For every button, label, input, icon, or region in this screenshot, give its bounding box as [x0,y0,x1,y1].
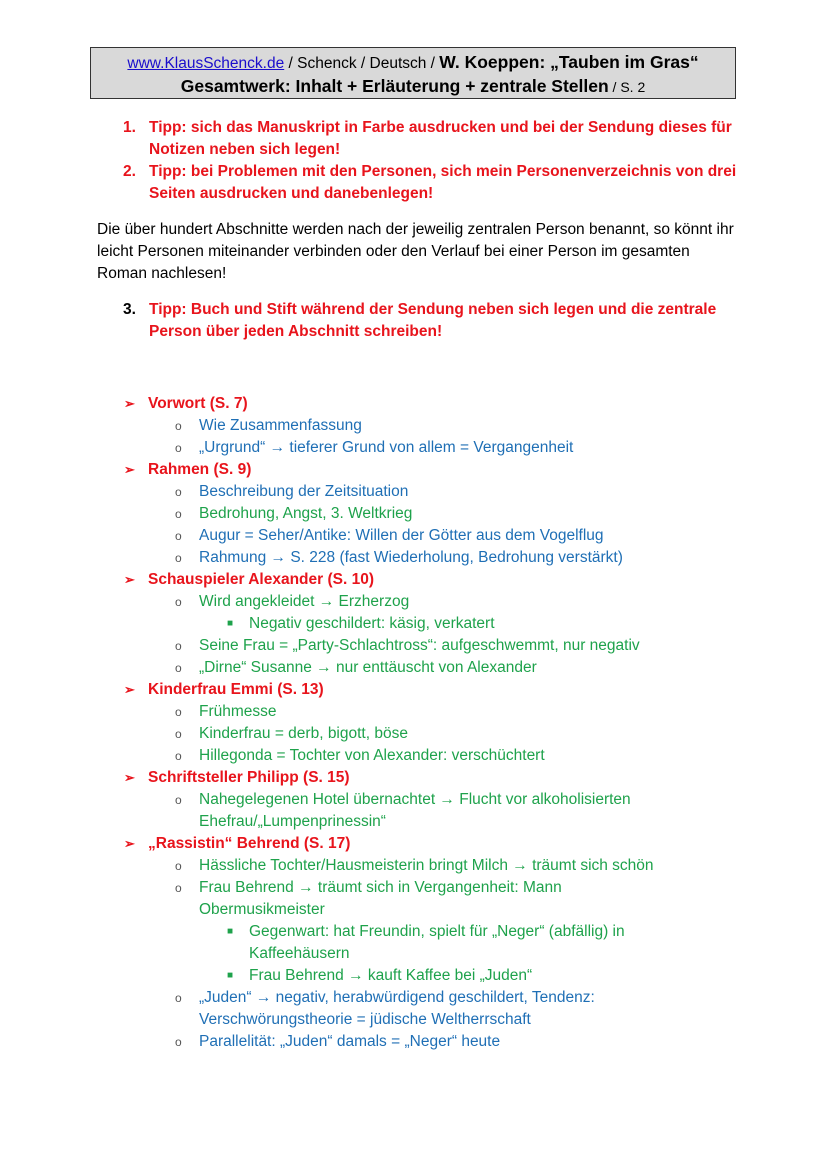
breadcrumb: / Schenck / Deutsch / [284,55,440,72]
list-item [0,877,828,921]
title-prefix: W. [439,52,465,72]
item-text: Wie Zusammenfassung [199,417,362,434]
tip-text: Tipp: Buch und Stift während der Sendung neben sich legen und die zentrale Person über jeden Abschnitt schreiben! [149,301,717,340]
item-text: Vorwort (S. 7) [148,395,248,412]
item-text: Seine Frau = „Party-Schlachtross“: aufgeschwemmt, nur negativ [199,637,640,654]
list-item [0,503,828,525]
circle-bullet-icon: o [175,661,182,675]
item-text: Rahmen (S. 9) [148,461,252,478]
list-item [0,921,828,965]
header-line-2 [91,75,735,99]
item-text: Bedrohung, Angst, 3. Weltkrieg [199,505,413,522]
tip-1 [123,117,743,161]
header-line-1 [91,51,735,75]
list-item [0,701,828,723]
section-heading [0,767,828,789]
arrow-bullet-icon: ➢ [124,682,135,697]
item-text: „Dirne“ Susanne → nur enttäuscht von Alexander [199,659,537,676]
circle-bullet-icon: o [175,419,182,433]
list-item [0,789,828,833]
item-text: „Urgrund“ → tieferer Grund von allem = Vergangenheit [199,439,574,456]
circle-bullet-icon: o [175,485,182,499]
tip-text: Tipp: sich das Manuskript in Farbe ausdrucken und bei der Sendung dieses für Notizen neben sich legen! [149,119,732,158]
circle-bullet-icon: o [175,727,182,741]
item-text: Frühmesse [199,703,277,720]
item-text: Gegenwart: hat Freundin, spielt für „Neger“ (abfällig) in Kaffeehäusern [249,923,625,962]
section-heading [0,833,828,855]
circle-bullet-icon: o [175,1035,182,1049]
list-item [0,547,828,569]
list-item [0,635,828,657]
circle-bullet-icon: o [175,507,182,521]
list-item [0,1031,828,1053]
list-item [0,613,828,635]
list-item [0,437,828,459]
item-text: Rahmung → S. 228 (fast Wiederholung, Bedrohung verstärkt) [199,549,623,566]
circle-bullet-icon: o [175,793,182,807]
list-item [0,723,828,745]
list-item [0,855,828,877]
page-number: / S. 2 [608,79,646,95]
intro-paragraph: Die über hundert Abschnitte werden nach der jeweilig zentralen Person benannt, so könnt ihr leicht Personen miteinander verbinden oder den Verlauf bei einer Person im gesamten Roman nachlesen! [97,221,734,282]
page-subtitle: Gesamtwerk: Inhalt + Erläuterung + zentrale Stellen [180,76,609,96]
circle-bullet-icon: o [175,551,182,565]
circle-bullet-icon: o [175,441,182,455]
item-text: Hillegonda = Tochter von Alexander: verschüchtert [199,747,545,764]
section-heading [0,679,828,701]
item-text: Hässliche Tochter/Hausmeisterin bringt Milch → träumt sich schön [199,857,654,874]
page-header [90,47,736,99]
content-outline [0,393,828,1053]
list-item [0,415,828,437]
item-text: Augur = Seher/Antike: Willen der Götter aus dem Vogelflug [199,527,604,544]
list-item [0,987,828,1031]
item-text: Negativ geschildert: käsig, verkatert [249,615,495,632]
circle-bullet-icon: o [175,859,182,873]
square-bullet-icon: ■ [227,926,234,937]
tip-2 [123,161,743,205]
list-item [0,745,828,767]
tip-number: 3. [123,301,136,318]
arrow-bullet-icon: ➢ [124,572,135,587]
section-heading [0,459,828,481]
circle-bullet-icon: o [175,749,182,763]
tips-list [123,117,743,205]
item-text: Wird angekleidet → Erzherzog [199,593,410,610]
site-link[interactable]: www.KlausSchenck.de [127,55,285,72]
tip-number: 1. [123,119,136,136]
item-text: Nahegelegenen Hotel übernachtet → Flucht vor alkoholisierten Ehefrau/„Lumpenprinessin“ [199,791,631,830]
arrow-bullet-icon: ➢ [124,770,135,785]
tip-3 [123,299,743,343]
arrow-bullet-icon: ➢ [124,396,135,411]
list-item [0,481,828,503]
item-text: „Rassistin“ Behrend (S. 17) [148,835,351,852]
section-heading [0,393,828,415]
circle-bullet-icon: o [175,881,182,895]
item-text: Kinderfrau Emmi (S. 13) [148,681,324,698]
page-title: Koeppen: „Tauben im Gras“ [464,52,699,72]
circle-bullet-icon: o [175,529,182,543]
list-item [0,525,828,547]
section-heading [0,569,828,591]
item-text: Schauspieler Alexander (S. 10) [148,571,374,588]
item-text: „Juden“ → negativ, herabwürdigend geschildert, Tendenz: Verschwörungstheorie = jüdische Weltherrschaft [199,989,595,1028]
tip-number: 2. [123,163,136,180]
tip-3-list [123,299,743,343]
item-text: Parallelität: „Juden“ damals = „Neger“ heute [199,1033,501,1050]
item-text: Frau Behrend → kauft Kaffee bei „Juden“ [249,967,533,984]
circle-bullet-icon: o [175,595,182,609]
circle-bullet-icon: o [175,705,182,719]
tip-text: Tipp: bei Problemen mit den Personen, sich mein Personenverzeichnis von drei Seiten ausdrucken und danebenlegen! [149,163,737,202]
item-text: Frau Behrend → träumt sich in Vergangenheit: Mann Obermusikmeister [199,879,562,918]
item-text: Schriftsteller Philipp (S. 15) [148,769,350,786]
circle-bullet-icon: o [175,991,182,1005]
item-text: Beschreibung der Zeitsituation [199,483,409,500]
arrow-bullet-icon: ➢ [124,462,135,477]
circle-bullet-icon: o [175,639,182,653]
list-item [0,657,828,679]
list-item [0,965,828,987]
square-bullet-icon: ■ [227,970,234,981]
square-bullet-icon: ■ [227,618,234,629]
item-text: Kinderfrau = derb, bigott, böse [199,725,408,742]
list-item [0,591,828,613]
arrow-bullet-icon: ➢ [124,836,135,851]
